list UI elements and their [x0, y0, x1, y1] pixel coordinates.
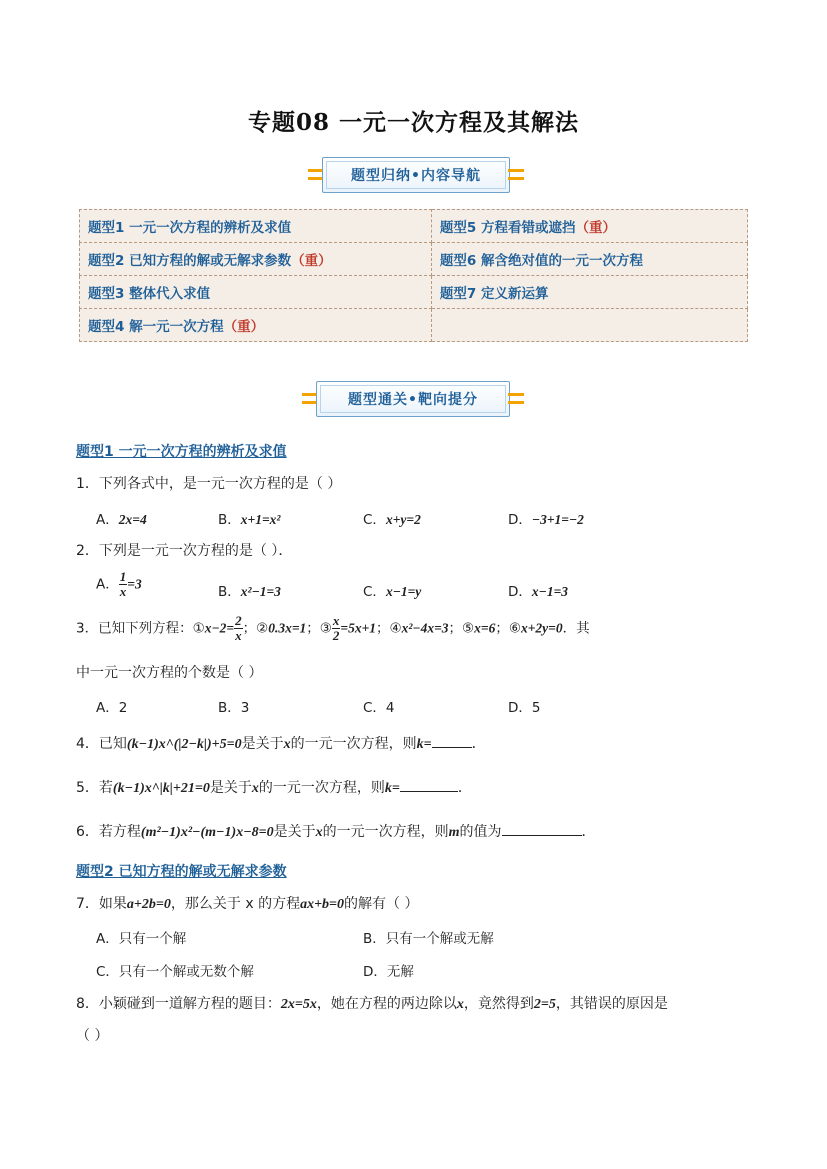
nav-item-label: 题型2 已知方程的解或无解求参数 [88, 253, 292, 269]
option-b[interactable]: B．x+1=x² [218, 512, 281, 528]
topic-navigation-table [79, 209, 748, 342]
question-2-stem: 2．下列是一元一次方程的是（ ）． [76, 543, 293, 559]
nav-item-label: 题型6 解含绝对值的一元一次方程 [439, 253, 644, 269]
option-a[interactable]: A． $\frac{1}{x}$ =3 [96, 569, 142, 599]
nav-item-label: 题型5 方程看错或遮挡 [439, 220, 576, 236]
nav-item-label: 题型3 整体代入求值 [88, 286, 211, 302]
nav-item[interactable] [80, 210, 432, 243]
page-title: 专题08 一元一次方程及其解法 [247, 109, 579, 136]
nav-item[interactable] [431, 210, 747, 243]
nav-item-label: 题型1 一元一次方程的辨析及求值 [88, 220, 292, 236]
option-a[interactable]: A．2x=4 [96, 512, 147, 528]
nav-row [80, 276, 748, 309]
question-4: 4．已知(k−1)x^(|2−k|)+5=0是关于x的一元一次方程，则k= ． [76, 733, 486, 753]
question-3-stem: 3．已知下列方程：①x−2= $\frac{2}{x}$ ；②0.3x=1；③ $\frac{x}{2}$ =5x+1；④x²−4x=3；⑤x=6；⑥x+2y=0．其 [76, 613, 590, 643]
question-5: 5．若(k−1)x^|k|+21=0是关于x的一元一次方程，则k= ． [76, 777, 472, 797]
question-6: 6．若方程(m²−1)x²−(m−1)x−8=0是关于x的一元一次方程，则m的值为 ． [76, 821, 596, 841]
option-b[interactable]: B．x²−1=3 [218, 584, 281, 600]
nav-item[interactable] [431, 276, 747, 309]
nav-item[interactable] [80, 243, 432, 276]
question-8-stem-line2: （ ） [76, 1028, 109, 1044]
option-c[interactable]: C．x+y=2 [363, 512, 421, 528]
answer-blank[interactable] [400, 777, 458, 792]
question-7-stem: 7．如果a+2b=0，那么关于 x 的方程ax+b=0的解有（ ） [76, 896, 419, 912]
nav-item-tag: （重） [223, 319, 265, 335]
option-c[interactable]: C．4 [363, 700, 395, 716]
section-heading[interactable]: 题型1 一元一次方程的辨析及求值 [76, 444, 287, 460]
nav-row [80, 210, 748, 243]
option-a[interactable]: A．2 [96, 700, 128, 716]
option-c[interactable]: C．只有一个解或无数个解 [96, 964, 254, 980]
banner-content-nav [308, 157, 524, 193]
option-d[interactable]: D．5 [508, 700, 541, 716]
option-d[interactable]: D．−3+1=−2 [508, 512, 584, 528]
nav-item-tag: （重） [575, 220, 617, 236]
section-heading[interactable]: 题型2 已知方程的解或无解求参数 [76, 864, 287, 880]
question-8-stem: 8．小颖碰到一道解方程的题目：2x=5x，她在方程的两边除以x，竟然得到2=5，其错误的原因是 [76, 996, 668, 1012]
option-b[interactable]: B．只有一个解或无解 [363, 931, 494, 947]
nav-row [80, 243, 748, 276]
question-3-stem-line2: 中一元一次方程的个数是（ ） [76, 665, 263, 681]
nav-item[interactable] [80, 276, 432, 309]
nav-item-tag: （重） [291, 253, 332, 269]
option-b[interactable]: B．3 [218, 700, 250, 716]
banner-label: 题型归纳•内容导航 [351, 168, 481, 184]
option-d[interactable]: D．无解 [363, 964, 414, 980]
nav-row [80, 309, 748, 342]
answer-blank[interactable] [502, 821, 582, 836]
nav-item[interactable] [431, 243, 747, 276]
nav-item-label: 题型7 定义新运算 [439, 286, 549, 302]
option-a[interactable]: A．只有一个解 [96, 931, 187, 947]
banner-practice [302, 381, 524, 417]
nav-item[interactable] [80, 309, 432, 342]
nav-item-empty [431, 309, 747, 342]
option-c[interactable]: C．x−1=y [363, 584, 422, 600]
nav-item-label: 题型4 解一元一次方程 [88, 319, 224, 335]
answer-blank[interactable] [432, 733, 472, 748]
option-d[interactable]: D．x−1=3 [508, 584, 569, 600]
question-1-stem: 1．下列各式中，是一元一次方程的是（ ） [76, 476, 342, 492]
banner-label: 题型通关•靶向提分 [348, 392, 478, 408]
